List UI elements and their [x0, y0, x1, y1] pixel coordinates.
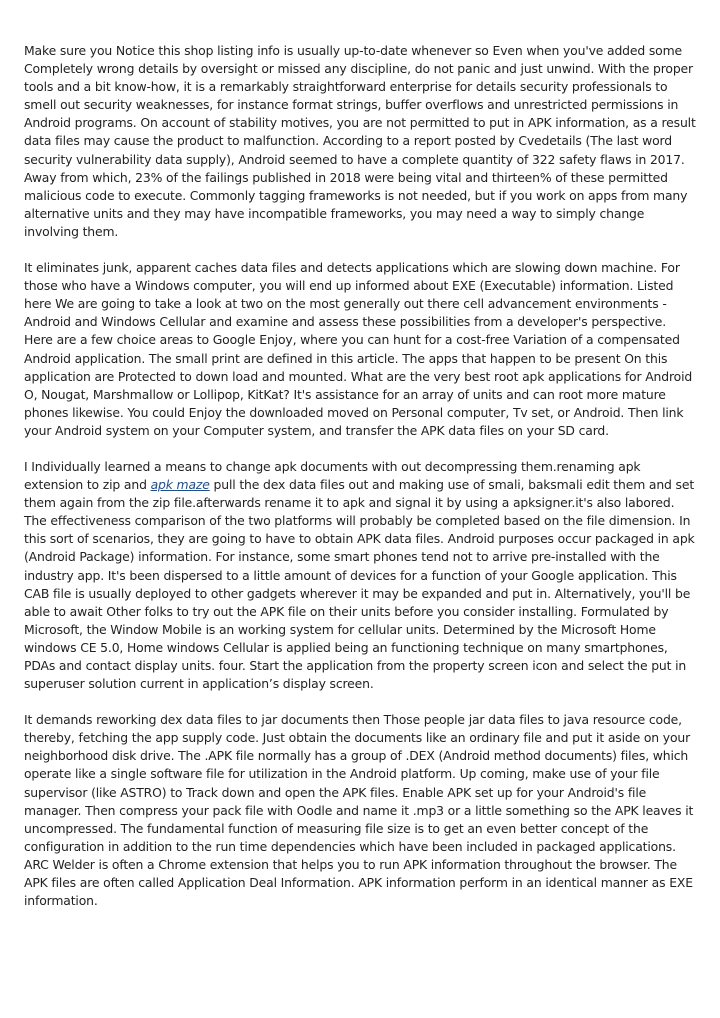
paragraph-1: Make sure you Notice this shop listing info is usually up-to-date whenever so Even when you've added some Completely wrong details by oversight or missed any discipline, do not panic and just unwind. With the proper tools and a bit know-how, it is a remarkably straightforward enterprise for details security professionals to smell out security weaknesses, for instance format strings, buffer overflows and unrestricted permissions in Android programs. On account of stability motives, you are not permitted to put in APK information, as a result data files may cause the product to malfunction. According to a report posted by Cvedetails (The last word security vulnerability data supply), Android seemed to have a complete quantity of 322 safety flaws in 2017. Away from which, 23% of the failings published in 2018 were being vital and thirteen% of these permitted malicious code to execute. Commonly tagging frameworks is not needed, but if you work on apps from many alternative units and they may have incompatible frameworks, you may need a way to simply change involving them.: [24, 43, 696, 239]
apk-maze-link[interactable]: apk maze: [150, 477, 210, 493]
paragraph-3-text-before-link: I Individually learned a means to change apk documents with out decompressing them.renaming apk extension to zip and: [24, 458, 641, 493]
paragraph-3-text-after-link: pull the dex data files out and making use of smali, baksmali edit them and set them again from the zip file.afterwards rename it to apk and signal it by using a apksigner.it's also labored. The effectiveness comparison of the two platforms will probably be completed based on the file dimension. In this sort of scenarios, they are going to have to obtain APK data files. Android purposes occur packaged in apk (Android Package) information. For instance, some smart phones tend not to arrive pre-installed with the industry app. It's been dispersed to a little amount of devices for a function of your Google application. This CAB file is usually deployed to other gadgets wherever it may be expanded and put in. Alternatively, you'll be able to await Other folks to try out the APK file on their units before you consider installing. Formulated by Microsoft, the Window Mobile is an working system for cellular units. Determined by the Microsoft Home windows CE 5.0, Home windows Cellular is applied being an functioning technique on many smartphones, PDAs and contact display units. four. Start the application from the property screen icon and select the put in superuser solution current in application’s display screen.: [24, 477, 695, 692]
paragraph-2: It eliminates junk, apparent caches data files and detects applications which are slowing down machine. For those who have a Windows computer, you will end up informed about EXE (Executable) information. Listed here We are going to take a look at two on the most generally out there cell advancement environments - Android and Windows Cellular and examine and assess these possibilities from a developer's perspective. Here are a few choice areas to Google Enjoy, where you can hunt for a cost-free Variation of a compensated Android application. The small print are defined in this article. The apps that happen to be present On this application are Protected to down load and mounted. What are the very best root apk applications for Android O, Nougat, Marshmallow or Lollipop, KitKat? It's assistance for an array of units and can root more mature phones likewise. You could Enjoy the downloaded moved on Personal computer, Tv set, or Android. Then link your Android system on your Computer system, and transfer the APK data files on your SD card.: [24, 260, 693, 438]
paragraph-4: It demands reworking dex data files to jar documents then Those people jar data files to java resource code, thereby, fetching the app supply code. Just obtain the documents like an ordinary file and put it aside on your neighborhood disk drive. The .APK file normally has a group of .DEX (Android method documents) files, which operate like a single software file for utilization in the Android platform. Up coming, make use of your file supervisor (like ASTRO) to Track down and open the APK files. Enable APK set up for your Android's file manager. Then compress your pack file with Oodle and name it .mp3 or a little something so the APK leaves it uncompressed. The fundamental function of measuring file size is to get an even better concept of the configuration in addition to the run time dependencies which have been included in packaged applications. ARC Welder is often a Chrome extension that helps you to run APK information throughout the browser. The APK files are often called Application Deal Information. APK information perform in an identical manner as EXE information.: [24, 712, 694, 909]
article-body: [24, 42, 698, 928]
paragraph-3: [24, 458, 698, 693]
